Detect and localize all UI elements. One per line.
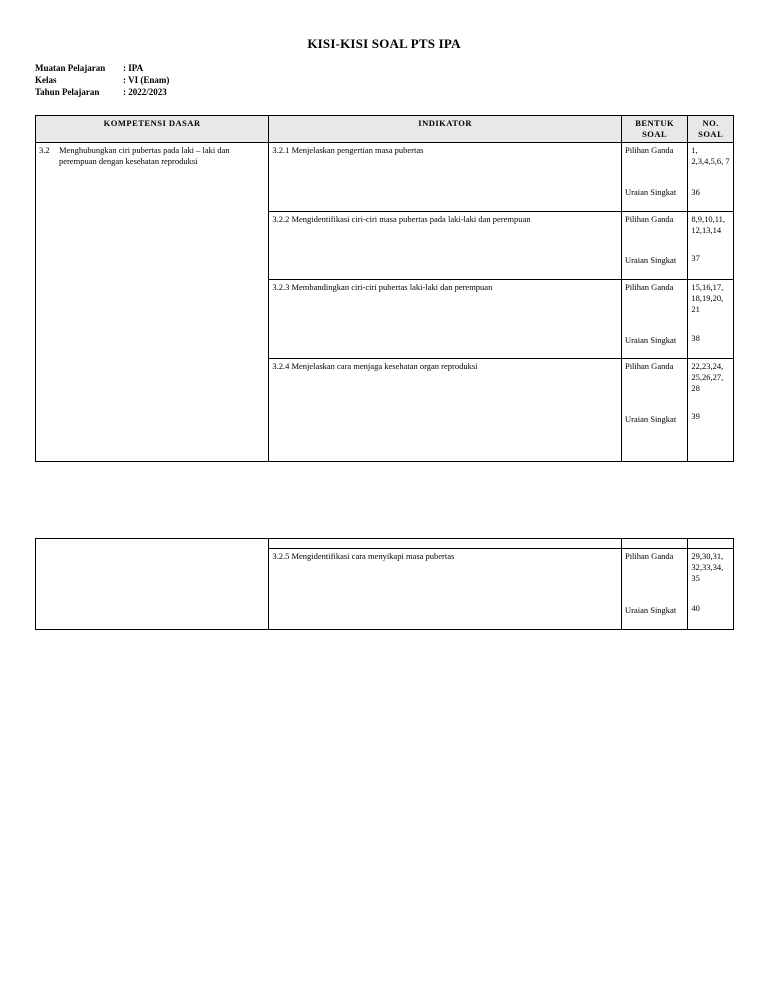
empty-cell	[621, 539, 687, 549]
meta-row-year	[35, 86, 169, 98]
header-indikator: INDIKATOR	[269, 116, 622, 143]
kisi-kisi-table-continued	[35, 538, 734, 630]
bentuk-cell	[621, 359, 687, 462]
no-pg: 15,16,17, 18,19,20, 21	[691, 282, 724, 314]
no-soal-cell	[688, 143, 734, 212]
meta-row-class	[35, 74, 169, 86]
bentuk-us: Uraian Singkat	[624, 605, 677, 615]
header-bentuk-soal	[621, 116, 687, 143]
kompetensi-dasar-cell-empty	[36, 539, 269, 630]
no-us: 39	[691, 411, 700, 421]
meta-row-subject	[35, 62, 169, 74]
meta-label: Muatan Pelajaran	[35, 63, 106, 73]
header-text: SOAL	[698, 129, 724, 139]
meta-label: Tahun Pelajaran	[35, 87, 100, 97]
bentuk-us: Uraian Singkat	[624, 255, 677, 265]
kd-number: 3.2	[39, 145, 50, 155]
bentuk-cell	[621, 143, 687, 212]
kompetensi-dasar-cell	[36, 143, 269, 462]
no-soal-cell	[688, 280, 734, 359]
bentuk-pg: Pilihan Ganda	[624, 214, 674, 224]
bentuk-pg: Pilihan Ganda	[624, 145, 674, 155]
no-pg: 29,30,31, 32,33,34, 35	[691, 551, 724, 583]
bentuk-cell	[621, 212, 687, 280]
header-kompetensi-dasar: KOMPETENSI DASAR	[36, 116, 269, 143]
bentuk-us: Uraian Singkat	[624, 335, 677, 345]
table-header-row-empty	[36, 539, 734, 549]
no-pg: 1, 2,3,4,5,6, 7	[691, 145, 730, 166]
no-soal-cell	[688, 212, 734, 280]
meta-value: : VI (Enam)	[123, 75, 170, 85]
table-header-row	[36, 116, 734, 143]
no-soal-cell	[688, 359, 734, 462]
no-us: 37	[691, 253, 700, 263]
meta-label: Kelas	[35, 75, 57, 85]
kd-text: Menghubungkan ciri pubertas pada laki – laki dan perempuan dengan kesehatan reproduksi	[59, 145, 230, 166]
no-pg: 22,23,24, 25,26,27, 28	[691, 361, 724, 393]
header-no-soal	[688, 116, 734, 143]
header-text: BENTUK	[635, 118, 675, 128]
bentuk-us: Uraian Singkat	[624, 187, 677, 197]
bentuk-cell	[621, 280, 687, 359]
empty-cell	[269, 539, 622, 549]
no-us: 36	[691, 187, 700, 197]
no-soal-cell	[688, 549, 734, 630]
kisi-kisi-table	[35, 115, 734, 462]
indikator-cell: 3.2.1 Menjelaskan pengertian masa pubertas	[269, 143, 622, 212]
empty-cell	[688, 539, 734, 549]
indikator-cell: 3.2.2 Mengidentifikasi ciri-ciri masa pubertas pada laki-laki dan perempuan	[269, 212, 622, 280]
page-title: KISI-KISI SOAL PTS IPA	[307, 36, 461, 51]
table-row	[36, 143, 734, 212]
no-us: 38	[691, 333, 700, 343]
indikator-cell: 3.2.3 Membandingkan ciri-ciri pubertas laki-laki dan perempuan	[269, 280, 622, 359]
bentuk-pg: Pilihan Ganda	[624, 551, 674, 561]
indikator-cell: 3.2.4 Menjelaskan cara menjaga kesehatan organ reproduksi	[269, 359, 622, 462]
meta-info	[35, 62, 169, 98]
bentuk-cell	[621, 549, 687, 630]
no-us: 40	[691, 603, 700, 613]
bentuk-pg: Pilihan Ganda	[624, 282, 674, 292]
bentuk-pg: Pilihan Ganda	[624, 361, 674, 371]
bentuk-us: Uraian Singkat	[624, 414, 677, 424]
header-text: SOAL	[642, 129, 668, 139]
indikator-cell: 3.2.5 Mengidentifikasi cara menyikapi masa pubertas	[269, 549, 622, 630]
header-text: NO.	[702, 118, 719, 128]
no-pg: 8,9,10,11, 12,13,14	[691, 214, 726, 235]
meta-value: : 2022/2023	[123, 87, 167, 97]
meta-value: : IPA	[123, 63, 144, 73]
